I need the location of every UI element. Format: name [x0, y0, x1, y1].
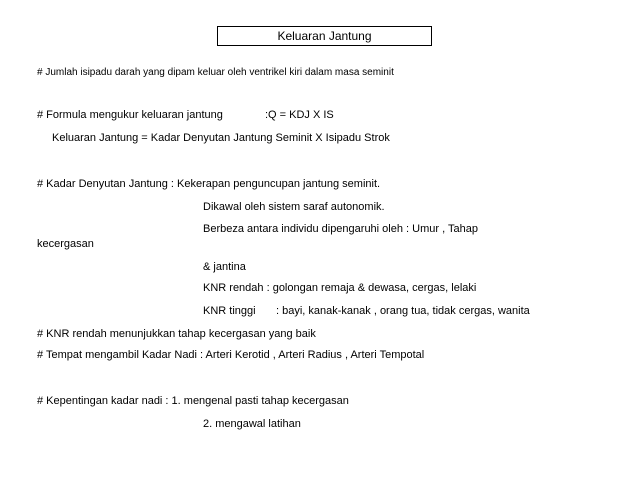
formula-expression: :Q = KDJ X IS — [265, 109, 334, 121]
heart-rate-factors: Berbeza antara individu dipengaruhi oleh : Umur , Tahap — [203, 223, 478, 235]
title-box: Keluaran Jantung — [217, 26, 432, 46]
high-rhr-label: KNR tinggi — [203, 305, 256, 317]
pulse-importance-2: 2. mengawal latihan — [203, 418, 301, 430]
pulse-importance: # Kepentingan kadar nadi : 1. mengenal pasti tahap kecergasan — [37, 395, 349, 407]
high-rhr-groups: : bayi, kanak-kanak , orang tua, tidak cergas, wanita — [276, 305, 530, 317]
low-rhr-note: # KNR rendah menunjukkan tahap kecergasan yang baik — [37, 328, 316, 340]
formula-label: # Formula mengukur keluaran jantung — [37, 109, 223, 121]
formula-expanded: Keluaran Jantung = Kadar Denyutan Jantung Seminit X Isipadu Strok — [52, 132, 390, 144]
heart-rate-factors-wrap: kecergasan — [37, 238, 94, 250]
heart-rate-control: Dikawal oleh sistem saraf autonomik. — [203, 201, 385, 213]
heart-rate-definition: # Kadar Denyutan Jantung : Kekerapan penguncupan jantung seminit. — [37, 178, 381, 190]
heart-rate-factors-gender: & jantina — [203, 261, 246, 273]
definition-line: # Jumlah isipadu darah yang dipam keluar oleh ventrikel kiri dalam masa seminit — [37, 67, 394, 78]
low-rhr-groups: KNR rendah : golongan remaja & dewasa, cergas, lelaki — [203, 282, 477, 294]
pulse-sites: # Tempat mengambil Kadar Nadi : Arteri Kerotid , Arteri Radius , Arteri Tempotal — [37, 349, 425, 361]
